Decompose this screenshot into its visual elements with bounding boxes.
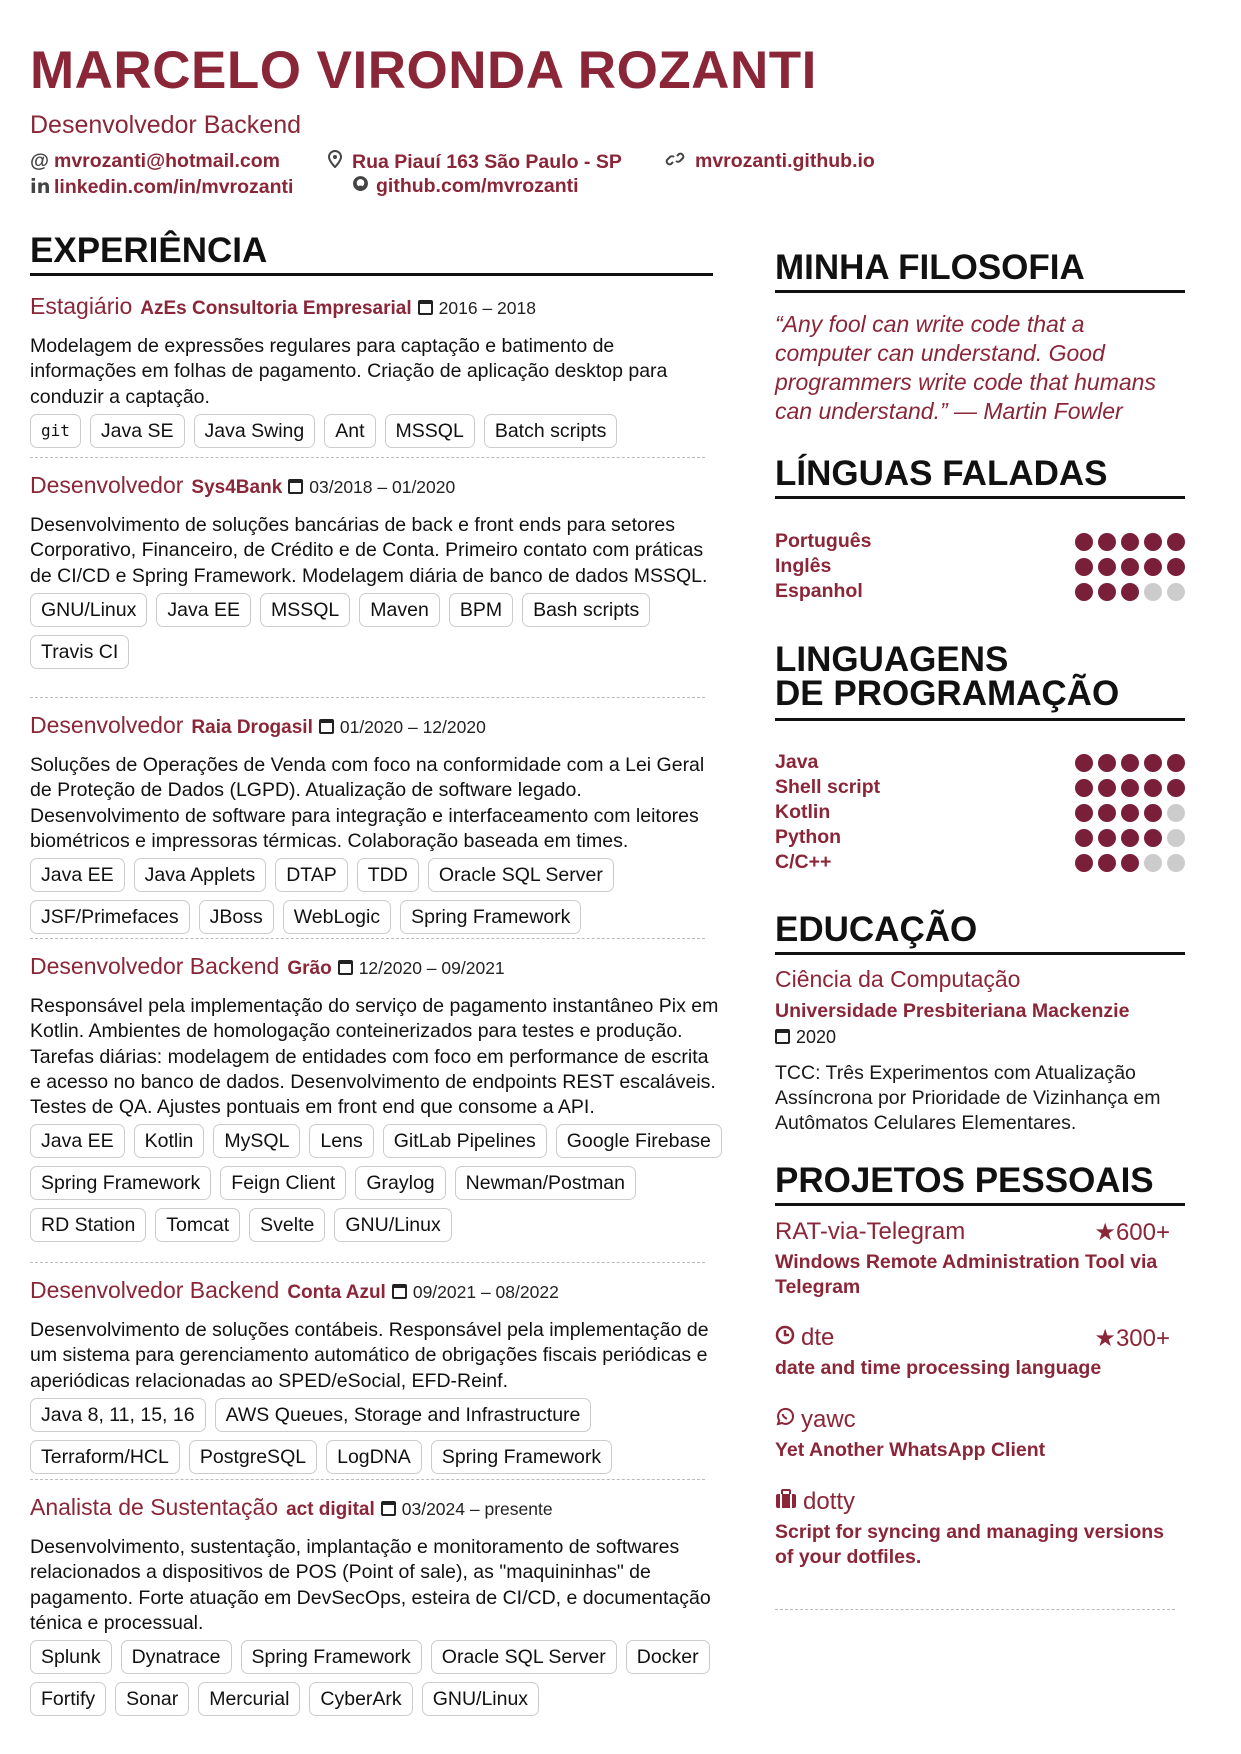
skill-tag: Java EE xyxy=(30,858,125,892)
job-title: Desenvolvedor xyxy=(30,472,184,498)
level-dot xyxy=(1144,804,1162,822)
map-pin-icon xyxy=(328,150,352,174)
skill-tag: LogDNA xyxy=(326,1440,422,1474)
education-course: Ciência da Computação xyxy=(775,966,1021,992)
level-dot xyxy=(1075,804,1093,822)
languages-heading: LÍNGUAS FALADAS xyxy=(775,454,1108,493)
experience-entry xyxy=(30,711,720,934)
experience-header xyxy=(30,952,720,983)
level-dot xyxy=(1167,558,1185,576)
projects-rule xyxy=(775,1203,1185,1206)
language-name: Espanhol xyxy=(775,580,863,602)
skill-tag: Fortify xyxy=(30,1682,106,1716)
experience-header xyxy=(30,711,720,742)
contact-linkedin[interactable]: in linkedin.com/in/mvrozanti xyxy=(30,175,294,198)
programming-language-row xyxy=(775,851,1185,876)
skill-tag: JBoss xyxy=(199,900,274,934)
education-date: 2020 xyxy=(775,1027,836,1048)
project-description: Script for syncing and managing versions of your dotfiles. xyxy=(775,1521,1165,1568)
skill-tag: MySQL xyxy=(213,1124,300,1158)
level-dot xyxy=(1121,804,1139,822)
philosophy-heading: MINHA FILOSOFIA xyxy=(775,248,1085,287)
skill-tag: Oracle SQL Server xyxy=(431,1640,617,1674)
skill-tag: BPM xyxy=(449,593,513,627)
experience-divider xyxy=(30,1262,705,1263)
languages-rule xyxy=(775,496,1185,499)
company-name: AzEs Consultoria Empresarial xyxy=(140,298,412,319)
experience-divider xyxy=(30,1479,705,1480)
skill-tag: MSSQL xyxy=(260,593,350,627)
level-rating xyxy=(1075,558,1185,576)
level-dot xyxy=(1167,779,1185,797)
skill-tags xyxy=(30,1640,730,1716)
job-description: Responsável pela implementação do serviço de pagamento instantâneo Pix em Kotlin. Ambientes de homologação conteinerizados para testes e produção. Tarefas diárias: modelagem de entidades com foco em performance de escrita e acesso no banco de dados. Desenvolvimento de endpoints REST escaláveis. Testes de QA. Ajustes pontuais em front end que consome a API. xyxy=(30,995,719,1119)
job-description: Soluções de Operações de Venda com foco na conformidade com a Lei Geral de Proteção de Dados (LGPD). Atualização de software legado. Desenvolvimento de software para integração e interfaceamento com leitores biométricos e impressoras térmicas. Colaboração baseada em times. xyxy=(30,754,705,852)
job-date: 03/2018 – 01/2020 xyxy=(288,477,455,497)
clock-icon xyxy=(775,1324,795,1352)
calendar-icon xyxy=(775,1029,790,1044)
experience-divider xyxy=(30,697,705,698)
company-name: Grão xyxy=(287,958,332,979)
level-rating xyxy=(1075,829,1185,847)
language-row xyxy=(775,555,1185,580)
level-dot xyxy=(1075,583,1093,601)
at-icon: @ xyxy=(30,150,50,172)
skill-tag: Java Swing xyxy=(194,414,316,448)
skill-tag: Docker xyxy=(626,1640,710,1674)
job-title: Desenvolvedor Backend xyxy=(30,1277,280,1303)
skill-tag: Oracle SQL Server xyxy=(428,858,614,892)
experience-entry xyxy=(30,952,720,1242)
level-dot xyxy=(1121,754,1139,772)
linkedin-icon: in xyxy=(30,175,51,198)
language-name: Inglês xyxy=(775,555,832,577)
calendar-icon xyxy=(319,719,334,734)
experience-entry xyxy=(30,471,720,669)
programming-language-row xyxy=(775,751,1185,776)
skill-tag: git xyxy=(30,414,81,448)
programming-language-name: Python xyxy=(775,826,842,848)
job-description: Desenvolvimento de soluções contábeis. Responsável pela implementação de um sistema para gerenciamento automático de obrigações fiscais periódicas e aperiódicas relacionadas ao SPED/eSocial, EFD-Reinf. xyxy=(30,1319,709,1392)
skill-tag: Travis CI xyxy=(30,635,129,669)
skill-tag: Bash scripts xyxy=(522,593,650,627)
programming-heading xyxy=(775,640,1120,713)
job-description: Desenvolvimento, sustentação, implantação e monitoramento de softwares relacionados a dispositivos de POS (Point of sale), as "maquininhas" de pagamento. Forte atuação em DevSecOps, esteira de CI/CD, e documentação ténica e processual. xyxy=(30,1536,711,1634)
job-date: 12/2020 – 09/2021 xyxy=(338,958,505,978)
level-dot xyxy=(1098,829,1116,847)
resume-tagline: Desenvolvedor Backend xyxy=(30,111,301,139)
star-icon: ★ xyxy=(1094,1325,1116,1352)
contact-github[interactable]: github.com/mvrozanti xyxy=(352,175,579,198)
level-dot xyxy=(1098,804,1116,822)
projects-end-divider xyxy=(775,1609,1175,1610)
skill-tag: Java EE xyxy=(156,593,251,627)
skill-tag: Spring Framework xyxy=(241,1640,422,1674)
project-entry xyxy=(775,1488,1170,1570)
level-dot xyxy=(1121,829,1139,847)
level-dot xyxy=(1121,854,1139,872)
programming-heading-line1: LINGUAGENS xyxy=(775,640,1009,679)
programming-language-name: Kotlin xyxy=(775,801,831,823)
whatsapp-icon xyxy=(775,1406,795,1434)
skill-tags xyxy=(30,593,730,669)
skill-tag: WebLogic xyxy=(283,900,391,934)
project-name[interactable]: dotty xyxy=(803,1488,856,1515)
level-dot xyxy=(1098,754,1116,772)
contact-email[interactable]: @ mvrozanti@hotmail.com xyxy=(30,150,280,172)
job-title: Estagiário xyxy=(30,293,133,319)
experience-entry xyxy=(30,1276,720,1474)
suitcase-icon xyxy=(775,1488,797,1516)
job-date: 2016 – 2018 xyxy=(418,298,536,318)
skill-tag: Java SE xyxy=(90,414,185,448)
level-rating xyxy=(1075,754,1185,772)
project-name[interactable]: yawc xyxy=(801,1406,856,1433)
skill-tag: Lens xyxy=(309,1124,373,1158)
skill-tag: Terraform/HCL xyxy=(30,1440,180,1474)
star-icon: ★ xyxy=(1094,1219,1116,1246)
skill-tags xyxy=(30,1398,730,1474)
programming-language-row xyxy=(775,801,1185,826)
level-dot xyxy=(1121,779,1139,797)
level-rating xyxy=(1075,533,1185,551)
experience-header xyxy=(30,471,720,502)
level-dot xyxy=(1075,558,1093,576)
level-dot xyxy=(1075,779,1093,797)
project-stars: ★300+ xyxy=(1094,1325,1170,1352)
project-name[interactable]: dte xyxy=(801,1324,835,1351)
skill-tag: Graylog xyxy=(355,1166,445,1200)
level-dot xyxy=(1167,754,1185,772)
level-dot xyxy=(1167,583,1185,601)
programming-language-name: Java xyxy=(775,751,819,773)
programming-language-name: C/C++ xyxy=(775,851,832,873)
experience-entry xyxy=(30,1493,720,1716)
skill-tag: Spring Framework xyxy=(30,1166,211,1200)
calendar-icon xyxy=(392,1284,407,1299)
skill-tag: GNU/Linux xyxy=(422,1682,539,1716)
skill-tag: Spring Framework xyxy=(431,1440,612,1474)
contact-address: Rua Piauí 163 São Paulo - SP xyxy=(328,150,622,174)
project-stars: ★600+ xyxy=(1094,1219,1170,1246)
company-name: act digital xyxy=(286,1499,375,1520)
experience-divider xyxy=(30,457,705,458)
language-name: Português xyxy=(775,530,872,552)
level-dot xyxy=(1144,754,1162,772)
level-dot xyxy=(1098,558,1116,576)
skill-tag: Java 8, 11, 15, 16 xyxy=(30,1398,206,1432)
project-entry xyxy=(775,1218,1170,1300)
level-dot xyxy=(1167,854,1185,872)
skill-tags xyxy=(30,858,730,934)
skill-tag: Batch scripts xyxy=(484,414,618,448)
education-heading: EDUCAÇÃO xyxy=(775,910,978,949)
level-dot xyxy=(1144,558,1162,576)
skill-tag: Sonar xyxy=(115,1682,189,1716)
level-dot xyxy=(1144,583,1162,601)
company-name: Conta Azul xyxy=(287,1282,386,1303)
skill-tag: Ant xyxy=(324,414,375,448)
level-dot xyxy=(1144,829,1162,847)
job-description: Modelagem de expressões regulares para captação e batimento de informações em folhas de pagamento. Criação de aplicação desktop para conduzir a captação. xyxy=(30,335,668,408)
skill-tag: JSF/Primefaces xyxy=(30,900,190,934)
job-title: Analista de Sustentação xyxy=(30,1494,279,1520)
level-dot xyxy=(1075,533,1093,551)
skill-tag: Dynatrace xyxy=(121,1640,232,1674)
project-description: Windows Remote Administration Tool via Telegram xyxy=(775,1251,1158,1298)
level-dot xyxy=(1121,583,1139,601)
projects-heading: PROJETOS PESSOAIS xyxy=(775,1161,1154,1200)
level-rating xyxy=(1075,779,1185,797)
skill-tag: DTAP xyxy=(275,858,348,892)
philosophy-rule xyxy=(775,290,1185,293)
skill-tag: Spring Framework xyxy=(400,900,581,934)
project-description: Yet Another WhatsApp Client xyxy=(775,1439,1046,1461)
job-title: Desenvolvedor Backend xyxy=(30,953,280,979)
experience-header xyxy=(30,292,720,323)
contact-website[interactable]: mvrozanti.github.io xyxy=(665,150,875,173)
programming-rule xyxy=(775,718,1185,721)
language-row xyxy=(775,530,1185,555)
language-row xyxy=(775,580,1185,605)
skill-tag: Java EE xyxy=(30,1124,125,1158)
calendar-icon xyxy=(418,300,433,315)
programming-language-row xyxy=(775,776,1185,801)
skill-tag: GitLab Pipelines xyxy=(383,1124,547,1158)
experience-header xyxy=(30,1276,720,1307)
level-dot xyxy=(1098,533,1116,551)
level-rating xyxy=(1075,854,1185,872)
skill-tag: MSSQL xyxy=(385,414,475,448)
company-name: Raia Drogasil xyxy=(191,717,313,738)
level-dot xyxy=(1144,779,1162,797)
level-dot xyxy=(1167,804,1185,822)
skill-tag: Splunk xyxy=(30,1640,112,1674)
job-date: 09/2021 – 08/2022 xyxy=(392,1282,559,1302)
project-entry xyxy=(775,1324,1170,1381)
skill-tag: Newman/Postman xyxy=(455,1166,636,1200)
calendar-icon xyxy=(288,479,303,494)
experience-header xyxy=(30,1493,720,1524)
level-rating xyxy=(1075,583,1185,601)
programming-language-row xyxy=(775,826,1185,851)
education-thesis: TCC: Três Experimentos com Atualização Assíncrona por Prioridade de Vizinhança em Autômatos Celulares Elementares. xyxy=(775,1062,1161,1134)
skill-tags xyxy=(30,414,730,448)
education-school: Universidade Presbiteriana Mackenzie xyxy=(775,1000,1130,1022)
level-dot xyxy=(1144,854,1162,872)
skill-tag: CyberArk xyxy=(309,1682,412,1716)
skill-tag: GNU/Linux xyxy=(334,1208,451,1242)
job-title: Desenvolvedor xyxy=(30,712,184,738)
level-dot xyxy=(1075,754,1093,772)
job-description: Desenvolvimento de soluções bancárias de back e front ends para setores Corporativo, Financeiro, de Crédito e de Conta. Primeiro contato com práticas de CI/CD e Spring Framework. Modelagem diária de banco de dados MSSQL. xyxy=(30,514,708,587)
level-dot xyxy=(1121,558,1139,576)
experience-entry xyxy=(30,292,720,448)
project-entry xyxy=(775,1406,1170,1463)
job-date: 01/2020 – 12/2020 xyxy=(319,717,486,737)
company-name: Sys4Bank xyxy=(191,477,283,498)
skill-tag: Tomcat xyxy=(155,1208,240,1242)
level-dot xyxy=(1075,829,1093,847)
skill-tag: Kotlin xyxy=(134,1124,205,1158)
level-dot xyxy=(1167,533,1185,551)
job-date: 03/2024 – presente xyxy=(381,1499,553,1519)
calendar-icon xyxy=(381,1501,396,1516)
level-dot xyxy=(1098,779,1116,797)
skill-tags xyxy=(30,1124,730,1242)
skill-tag: PostgreSQL xyxy=(189,1440,317,1474)
skill-tag: AWS Queues, Storage and Infrastructure xyxy=(215,1398,592,1432)
project-title[interactable] xyxy=(775,1488,1170,1516)
skill-tag: Maven xyxy=(359,593,440,627)
skill-tag: Java Applets xyxy=(134,858,267,892)
experience-divider xyxy=(30,938,705,939)
level-dot xyxy=(1121,533,1139,551)
calendar-icon xyxy=(338,960,353,975)
experience-rule xyxy=(30,273,713,276)
skill-tag: Mercurial xyxy=(198,1682,300,1716)
education-rule xyxy=(775,952,1185,955)
level-rating xyxy=(1075,804,1185,822)
resume-name: MARCELO VIRONDA ROZANTI xyxy=(30,41,817,100)
skill-tag: Feign Client xyxy=(220,1166,346,1200)
programming-language-name: Shell script xyxy=(775,776,881,798)
skill-tag: Svelte xyxy=(249,1208,325,1242)
level-dot xyxy=(1098,854,1116,872)
project-description: date and time processing language xyxy=(775,1357,1102,1379)
project-title[interactable] xyxy=(775,1406,1170,1434)
skill-tag: GNU/Linux xyxy=(30,593,147,627)
github-icon xyxy=(352,175,376,198)
project-name[interactable]: RAT-via-Telegram xyxy=(775,1218,966,1245)
level-dot xyxy=(1098,583,1116,601)
level-dot xyxy=(1144,533,1162,551)
skill-tag: RD Station xyxy=(30,1208,146,1242)
skill-tag: Google Firebase xyxy=(556,1124,722,1158)
level-dot xyxy=(1167,829,1185,847)
philosophy-quote: “Any fool can write code that a computer can understand. Good programmers write code that humans can understand.” — Martin Fowler xyxy=(775,311,1156,424)
experience-heading: EXPERIÊNCIA xyxy=(30,231,268,270)
programming-heading-line2: DE PROGRAMAÇÃO xyxy=(775,674,1120,713)
level-dot xyxy=(1075,854,1093,872)
skill-tag: TDD xyxy=(357,858,419,892)
link-icon xyxy=(665,150,695,173)
